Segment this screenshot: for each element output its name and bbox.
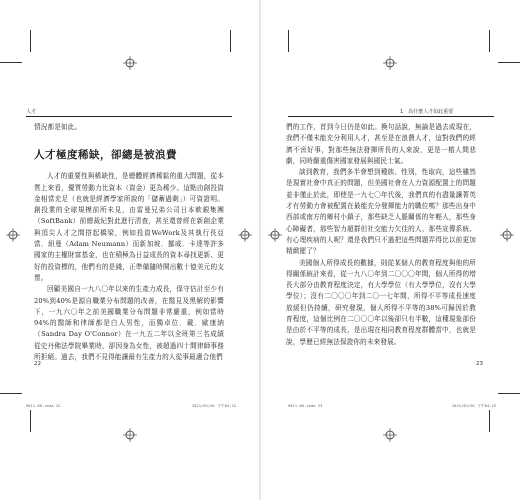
header-rule-right bbox=[288, 116, 494, 117]
right-page-body bbox=[286, 122, 476, 348]
running-head-left: 人才 bbox=[26, 109, 37, 115]
right-paragraph-2: 談到教育，我們多半會想到種族、性別，性取向，這些雖然是現實社會中真正的問題，但美國社會在人力資源配置上的問題並非僅止於此，即使是一九七〇年代後，我們真的有盡量讓菁英才有勞動力會被配置在最能充分發揮能力的職位嗎？那些出身中西部或南方的鄉村小鎮子，那些缺乏人脈關係的年輕人，那些身心障礙者，那些智力超群但社交能力欠佳的人、那些宣傳系統、有心理疾病的人呢？還是我們只不過把這些問題弄得比以前更加精緻罷了？ bbox=[286, 168, 476, 256]
right-paragraph-3: 美國個人所得成長的數據，則從某個人的教育程度與他的所得關係統計來看，從一九八〇年到二〇〇〇年間，個人所得的增長大部分由教育程度決定，有大學學位（有大學學位，沒有大學學位）；沒有二〇〇〇年到二〇一七年間，所得不平等成長速度放緩但仍持續，研究發現，個人所得不平等的38%可歸因於教育程度，這個比例在二〇〇〇年以後卻只有半數，這種現象部份是由於不平等的成長，是出現在相同教育程度群體當中，也就是說，學歷已經無法保證你的未來發展。 bbox=[286, 258, 476, 346]
left-page-body bbox=[34, 122, 224, 363]
left-paragraph-1: 人才的重要性與稀缺性，是總體經濟稀鬆的重大問題，從本質上來看，優質勞動力比資本（資金）更為稀少。這點由創投資金相當充足（也就是經濟學家所說的「儲蓄過剩」）可資證明。創投業的全球規模前所未見，由雷曼兄弟公司日本軟銀集團（SoftBank）前總裁紀對此進行清查，甚至還曾經在新創企業與頂尖人才之間搭起橋梁，例如投資WeWork及其執行長亞當．紐曼（Adam Neumann）而新加坡．挪威．卡達等許多國家的主權財富基金，也在積極為日益成長的資本尋找更新、更好的投資標的，他們有的是錢，正準備隨時開出數十億美元的支票。 bbox=[34, 172, 224, 282]
registration-mark-bottom-right bbox=[383, 428, 397, 442]
page-number-right: 23 bbox=[476, 361, 483, 367]
registration-mark-center-right bbox=[268, 228, 282, 242]
registration-mark-right-middle bbox=[500, 228, 514, 242]
left-paragraph-2: 回顧美國自一九八〇年以來的生產力成長，保守估計至少有20%到40%是源自職業分布問題的改善，在醫見及黑解的影響下，一九六〇年之前美國職業分布問題非常嚴重，例如當時94%的醫師和律師都是白人男性，而獨卓位．戴．歐康納（Sandra Day O'Connor）在一九五二年以全班第三名成績從史丹佛法學院畢業時，卻因身為女性，被超過四十間律師事務所拒絕。過去，我們不見得能讓最有生產力的人從事最適合他們 bbox=[34, 285, 224, 362]
print-slug-right-timestamp: 2021/01/01 下午04:22 bbox=[452, 404, 497, 408]
registration-mark-bottom-left bbox=[123, 428, 137, 442]
header-rule-left bbox=[26, 116, 232, 117]
registration-mark-center-left bbox=[238, 228, 252, 242]
section-heading: 人才極度稀缺，卻總是被浪費 bbox=[34, 149, 177, 162]
registration-mark-top-right bbox=[383, 56, 397, 70]
running-head-right: 1 為什麼人才如此重要 bbox=[400, 109, 454, 115]
print-slug-right: 9011-06-ceda 23 bbox=[288, 404, 323, 408]
registration-mark-top-left bbox=[123, 56, 137, 70]
page-number-left: 22 bbox=[34, 361, 41, 367]
page-gutter bbox=[259, 0, 261, 500]
print-slug-left-timestamp: 2021/01/01 下午04:22 bbox=[192, 404, 237, 408]
registration-mark-left-middle bbox=[6, 228, 20, 242]
left-page-opening-line: 情況都是如此。 bbox=[34, 123, 82, 131]
right-paragraph-1: 們的工作，首到今日仍是如此。換句話說，無論是過去或現在，我們不僅未能充分利用人才，甚至是在浪費人才，這對我們的經濟不啻好事，對那些無法發揮所長的人來說，更是一樁人間悲劇，同時嚴重傷害國家發展與國民士氣。 bbox=[286, 123, 476, 165]
print-slug-left: 9011-06-ceda 22 bbox=[26, 404, 61, 408]
